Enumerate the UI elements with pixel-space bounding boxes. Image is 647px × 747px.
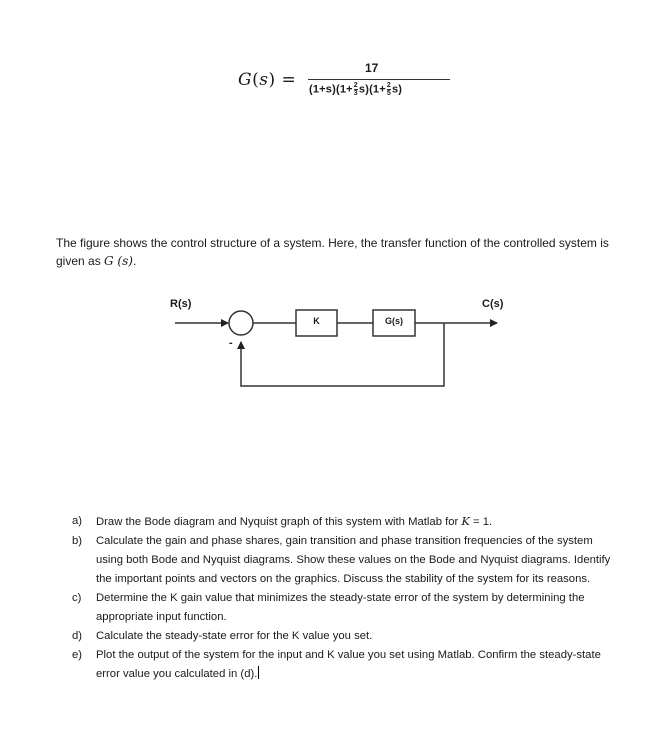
controller-label: K (313, 316, 320, 326)
formula-lhs: G(s) = (238, 70, 297, 90)
block-diagram (0, 290, 647, 400)
question-item: c) Determine the K gain value that minimizes the steady-state error of the system by determining the appropriate input function. (72, 589, 620, 627)
question-item: a) Draw the Bode diagram and Nyquist graph of this system with Matlab for K = 1. (72, 512, 620, 532)
question-item: d) Calculate the steady-state error for the K value you set. (72, 627, 620, 646)
input-label: R(s) (170, 298, 192, 310)
formula-denominator: (1+s)(1+ $\frac{2}{3}$ s)(1+ $\frac{2}{5}$ s) (309, 82, 403, 97)
question-letter: a) (72, 515, 83, 527)
question-item: e) Plot the output of the system for the input and K value you set using Matlab. Confirm the steady-state error value you calculated in (d). (72, 646, 620, 684)
question-letter: b) (72, 535, 83, 547)
block-diagram-svg (0, 290, 647, 400)
output-label: C(s) (482, 298, 504, 310)
feedback-minus-sign: - (229, 337, 233, 349)
fraction-two-fifths: $\frac{2}{5}$ (386, 82, 391, 97)
fraction-bar (308, 79, 450, 80)
question-letter: c) (72, 592, 82, 604)
intro-paragraph: The figure shows the control structure of a system. Here, the transfer function of the controlled system is given as G (s). (56, 236, 609, 268)
formula-numerator: 17 (365, 61, 379, 75)
question-letter: d) (72, 630, 83, 642)
transfer-function-formula (238, 58, 468, 118)
text-cursor (258, 666, 259, 679)
summing-junction (229, 311, 253, 335)
question-item: b) Calculate the gain and phase shares, gain transition and phase transition frequencies of the system using both Bode and Nyquist diagrams. Show these values on the Bode and Nyquist diagrams. Identify the important points and vectors on the graphics. Discuss the stability of the system for its reasons. (72, 532, 620, 589)
plant-label: G(s) (385, 316, 403, 326)
question-letter: e) (72, 649, 83, 661)
fraction-two-thirds: $\frac{2}{3}$ (353, 82, 358, 97)
question-list (72, 512, 620, 684)
